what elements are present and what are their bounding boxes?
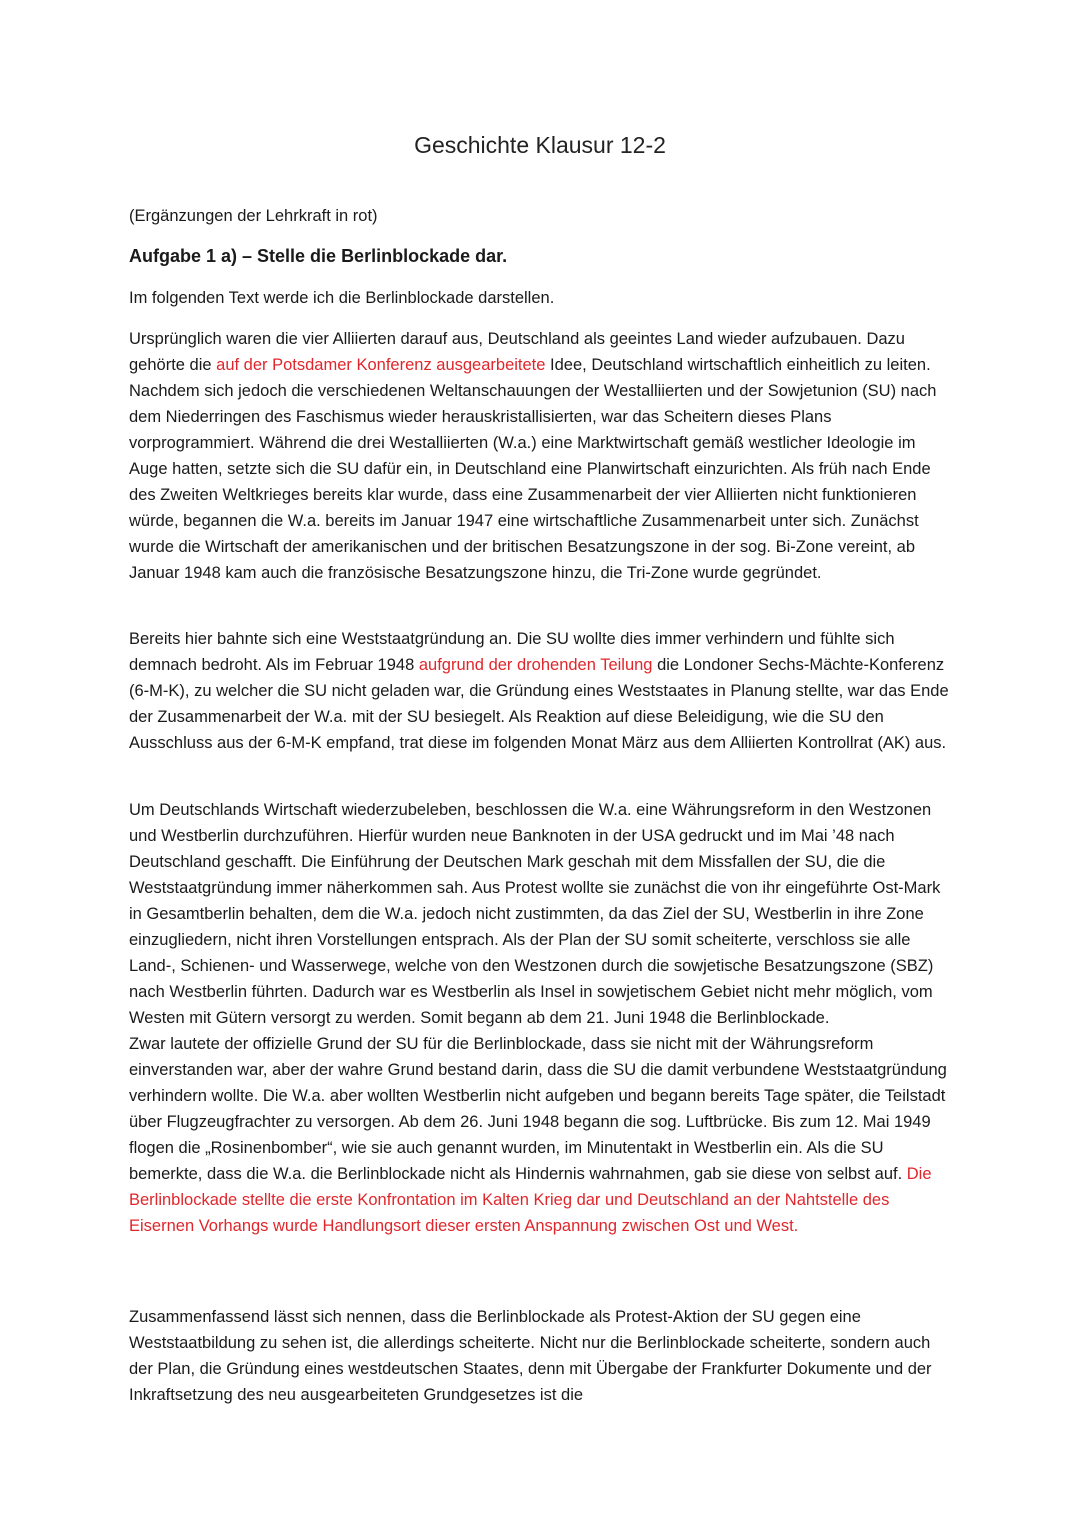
document-title: Geschichte Klausur 12-2 <box>414 132 666 158</box>
paragraph-text: Zwar lautete der offizielle Grund der SU für die Berlinblockade, dass sie nicht mit der Währungsreform einverstanden war, aber der wahre Grund bestand darin, dass die SU die damit verbundene Weststaatgründung verhindern wollte. Die W.a. aber wollten Westberlin nicht aufgeben und begann bereits Tage später, die Teilstadt über Flugzeugfrachter zu versorgen. Ab dem 26. Juni 1948 begann die sog. Luftbrücke. Bis zum 12. Mai 1949 flogen die „Rosinenbomber“, wie sie auch genannt wurden, im Minutentakt in Westberlin ein. Als die SU bemerkte, dass die W.a. die Berlinblockade nicht als Hindernis wahrnahmen, gab sie diese von selbst auf. <box>129 1035 947 1183</box>
teacher-annotation: aufgrund der drohenden Teilung <box>418 656 653 674</box>
teacher-annotation: Die Berlinblockade stellte die erste Konfrontation im Kalten Krieg dar und Deutschland an der Nahtstelle des Eisernen Vorhangs wurde Handlungsort dieser ersten Anspannung zwischen Ost und West. <box>129 1165 932 1235</box>
paragraph-4 <box>129 1304 951 1408</box>
teacher-annotation: auf der Potsdamer Konferenz ausgearbeitete <box>216 356 546 374</box>
paragraph-text: Ursprünglich waren die vier Alliierten darauf aus, Deutschland als geeintes Land wieder aufzubauen. Dazu gehörte die <box>129 330 905 374</box>
paragraph-text: Bereits hier bahnte sich eine Weststaatgründung an. Die SU wollte dies immer verhindern und fühlte sich demnach bedroht. Als im Februar 1948 <box>129 630 895 674</box>
paragraph-text: die Londoner Sechs-Mächte-Konferenz (6-M-K), zu welcher die SU nicht geladen war, die Gründung eines Weststaates in Planung stellte, war das Ende der Zusammenarbeit der W.a. mit der SU besiegelt. Als Reaktion auf diese Beleidigung, wie die SU den Ausschluss aus der 6-M-K empfand, trat diese im folgenden Monat März aus dem Alliierten Kontrollrat (AK) aus. <box>129 656 949 752</box>
intro-sentence: Im folgenden Text werde ich die Berlinblockade darstellen. <box>129 289 555 307</box>
paragraph-text: Zusammenfassend lässt sich nennen, dass die Berlinblockade als Protest-Aktion der SU gegen eine Weststaatbildung zu sehen ist, die allerdings scheiterte. Nicht nur die Berlinblockade scheiterte, sondern auch der Plan, die Gründung eines westdeutschen Staates, denn mit Übergabe der Frankfurter Dokumente und der Inkraftsetzung des neu ausgearbeiteten Grundgesetzes ist die <box>129 1308 932 1404</box>
paragraph-3 <box>129 797 951 1239</box>
paragraph-text: Idee, Deutschland wirtschaftlich einheitlich zu leiten. Nachdem sich jedoch die verschiedenen Weltanschauungen der Westalliierten und der Sowjetunion (SU) nach dem Niederringen des Faschismus wieder herauskristallisierten, war das Scheitern dieses Plans vorprogrammiert. Während die drei Westalliierten (W.a.) eine Marktwirtschaft gemäß westlicher Ideologie im Auge hatten, setzte sich die SU dafür ein, in Deutschland eine Planwirtschaft einzurichten. Als früh nach Ende des Zweiten Weltkrieges bereits klar wurde, dass eine Zusammenarbeit der vier Alliierten nicht funktionieren würde, begannen die W.a. bereits im Januar 1947 eine wirtschaftliche Zusammenarbeit unter sich. Zunächst wurde die Wirtschaft der amerikanischen und der britischen Besatzungszone in der sog. Bi-Zone vereint, ab Januar 1948 kam auch die französische Besatzungszone hinzu, die Tri-Zone wurde gegründet. <box>129 356 937 582</box>
paragraph-1 <box>129 326 951 586</box>
task-heading: Aufgabe 1 a) – Stelle die Berlinblockade dar. <box>129 246 508 266</box>
paragraph-text: Um Deutschlands Wirtschaft wiederzubeleben, beschlossen die W.a. eine Währungsreform in den Westzonen und Westberlin durchzuführen. Hierfür wurden neue Banknoten in der USA gedruckt und im Mai ’48 nach Deutschland geschafft. Die Einführung der Deutschen Mark geschah mit dem Missfallen der SU, die die Weststaatgründung immer näherkommen sah. Aus Protest wollte sie zunächst die von ihr eingeführte Ost-Mark in Gesamtberlin behalten, dem die W.a. jedoch nicht zustimmten, da das Ziel der SU, Westberlin in ihre Zone einzugliedern, nicht ihren Vorstellungen entsprach. Als der Plan der SU somit scheiterte, verschloss sie alle Land-, Schienen- und Wasserwege, welche von den Westzonen durch die sowjetische Besatzungszone (SBZ) nach Westberlin führten. Dadurch war es Westberlin als Insel in sowjetischem Gebiet nicht mehr möglich, vom Westen mit Gütern versorgt zu werden. Somit begann ab dem 21. Juni 1948 die Berlinblockade. <box>129 801 941 1027</box>
teacher-note: (Ergänzungen der Lehrkraft in rot) <box>129 207 378 225</box>
paragraph-2 <box>129 626 951 756</box>
